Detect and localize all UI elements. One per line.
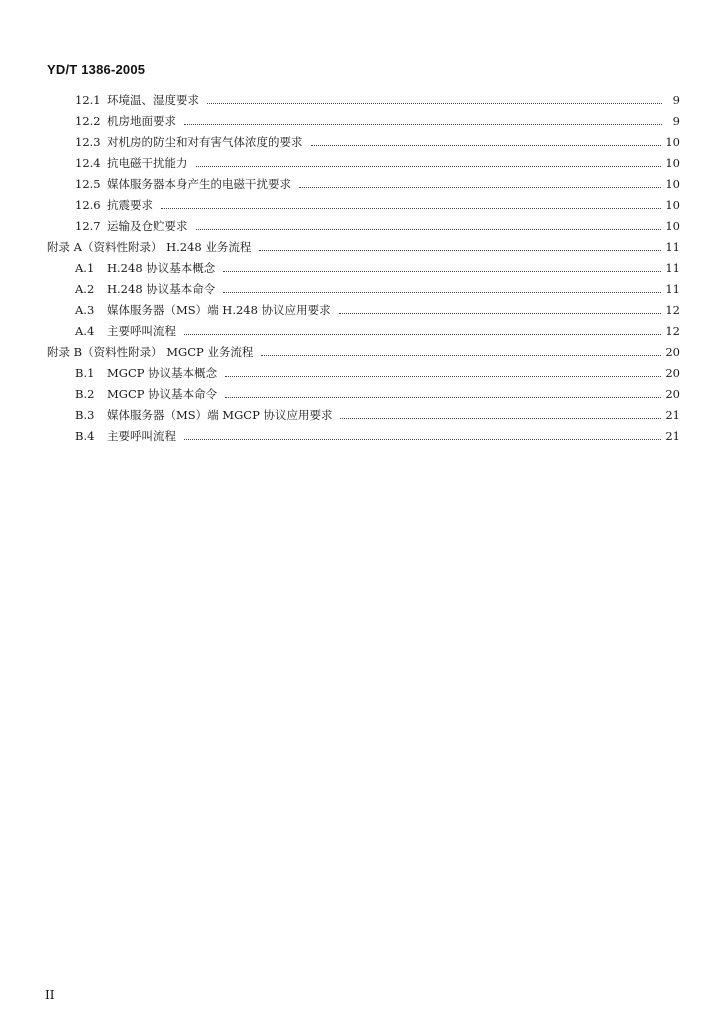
toc-entry-number: 12.2 — [75, 114, 101, 128]
document-id-header: YD/T 1386-2005 — [47, 62, 146, 77]
toc-entry-title: 媒体服务器本身产生的电磁干扰要求 — [107, 177, 291, 191]
toc-entry-12-3[interactable] — [0, 132, 718, 153]
dot-leader — [161, 207, 661, 209]
dot-leader — [196, 165, 662, 167]
toc-entry-title: 运输及仓贮要求 — [107, 219, 188, 233]
toc-entry-page: 11 — [665, 261, 680, 275]
toc-entry-number: B.2 — [75, 387, 95, 401]
toc-entry-title: 媒体服务器（MS）端 MGCP 协议应用要求 — [107, 408, 333, 422]
page-number: II — [45, 988, 55, 1002]
dot-leader — [225, 375, 661, 377]
toc-entry-12-4[interactable] — [0, 153, 718, 174]
toc-entry-b-2[interactable] — [0, 384, 718, 405]
toc-entry-b-1[interactable] — [0, 363, 718, 384]
toc-entry-a-3[interactable] — [0, 300, 718, 321]
toc-entry-title: 主要呼叫流程 — [107, 324, 176, 338]
toc-entry-page: 10 — [665, 177, 680, 191]
toc-entry-number: A.3 — [75, 303, 95, 317]
toc-entry-title: 对机房的防尘和对有害气体浓度的要求 — [107, 135, 303, 149]
toc-entry-page: 9 — [672, 93, 680, 107]
toc-entry-title: 媒体服务器（MS）端 H.248 协议应用要求 — [107, 303, 331, 317]
toc-entry-page: 10 — [665, 156, 680, 170]
dot-leader — [184, 123, 662, 125]
dot-leader — [225, 396, 661, 398]
toc-entry-appendix-b[interactable] — [0, 342, 718, 363]
dot-leader — [311, 144, 662, 146]
dot-leader — [184, 333, 661, 335]
toc-entry-b-3[interactable] — [0, 405, 718, 426]
toc-entry-title: MGCP 协议基本概念 — [107, 366, 218, 380]
toc-entry-page: 20 — [665, 387, 680, 401]
toc-entry-12-5[interactable] — [0, 174, 718, 195]
toc-entry-number: 12.4 — [75, 156, 101, 170]
toc-entry-page: 10 — [665, 198, 680, 212]
toc-entry-title: H.248 协议基本命令 — [107, 282, 216, 296]
toc-entry-title: 附录 A（资料性附录） H.248 业务流程 — [47, 240, 252, 254]
toc-entry-title: 主要呼叫流程 — [107, 429, 176, 443]
toc-entry-a-1[interactable] — [0, 258, 718, 279]
toc-entry-12-1[interactable] — [0, 90, 718, 111]
toc-entry-page: 12 — [665, 303, 680, 317]
toc-entry-page: 10 — [665, 219, 680, 233]
dot-leader — [259, 249, 661, 251]
toc-entry-page: 11 — [665, 282, 680, 296]
dot-leader — [207, 102, 662, 104]
toc-entry-a-4[interactable] — [0, 321, 718, 342]
toc-entry-title: 附录 B（资料性附录） MGCP 业务流程 — [47, 345, 254, 359]
toc-entry-page: 21 — [665, 408, 680, 422]
dot-leader — [184, 438, 661, 440]
toc-entry-number: 12.1 — [75, 93, 101, 107]
toc-entry-number: 12.3 — [75, 135, 101, 149]
toc-entry-number: 12.6 — [75, 198, 101, 212]
toc-entry-title: H.248 协议基本概念 — [107, 261, 216, 275]
toc-entry-number: 12.5 — [75, 177, 101, 191]
toc-entry-number: 12.7 — [75, 219, 101, 233]
toc-entry-page: 9 — [672, 114, 680, 128]
toc-entry-page: 21 — [665, 429, 680, 443]
toc-entry-title: 环境温、湿度要求 — [107, 93, 199, 107]
toc-entry-a-2[interactable] — [0, 279, 718, 300]
toc-entry-number: B.3 — [75, 408, 95, 422]
dot-leader — [223, 270, 661, 272]
toc-entry-appendix-a[interactable] — [0, 237, 718, 258]
toc-entry-12-7[interactable] — [0, 216, 718, 237]
toc-entry-number: A.1 — [75, 261, 95, 275]
toc-entry-page: 11 — [665, 240, 680, 254]
toc-entry-page: 20 — [665, 366, 680, 380]
toc-entry-number: A.4 — [75, 324, 95, 338]
dot-leader — [196, 228, 662, 230]
dot-leader — [340, 417, 661, 419]
table-of-contents — [0, 90, 718, 447]
dot-leader — [299, 186, 661, 188]
toc-entry-12-2[interactable] — [0, 111, 718, 132]
toc-entry-number: B.4 — [75, 429, 95, 443]
toc-entry-title: 抗震要求 — [107, 198, 153, 212]
toc-entry-12-6[interactable] — [0, 195, 718, 216]
toc-entry-number: A.2 — [75, 282, 95, 296]
dot-leader — [223, 291, 661, 293]
toc-entry-page: 12 — [665, 324, 680, 338]
dot-leader — [261, 354, 661, 356]
toc-entry-page: 20 — [665, 345, 680, 359]
toc-entry-number: B.1 — [75, 366, 95, 380]
toc-entry-title: 抗电磁干扰能力 — [107, 156, 188, 170]
toc-entry-title: MGCP 协议基本命令 — [107, 387, 218, 401]
toc-entry-b-4[interactable] — [0, 426, 718, 447]
toc-entry-title: 机房地面要求 — [107, 114, 176, 128]
dot-leader — [339, 312, 662, 314]
toc-entry-page: 10 — [665, 135, 680, 149]
